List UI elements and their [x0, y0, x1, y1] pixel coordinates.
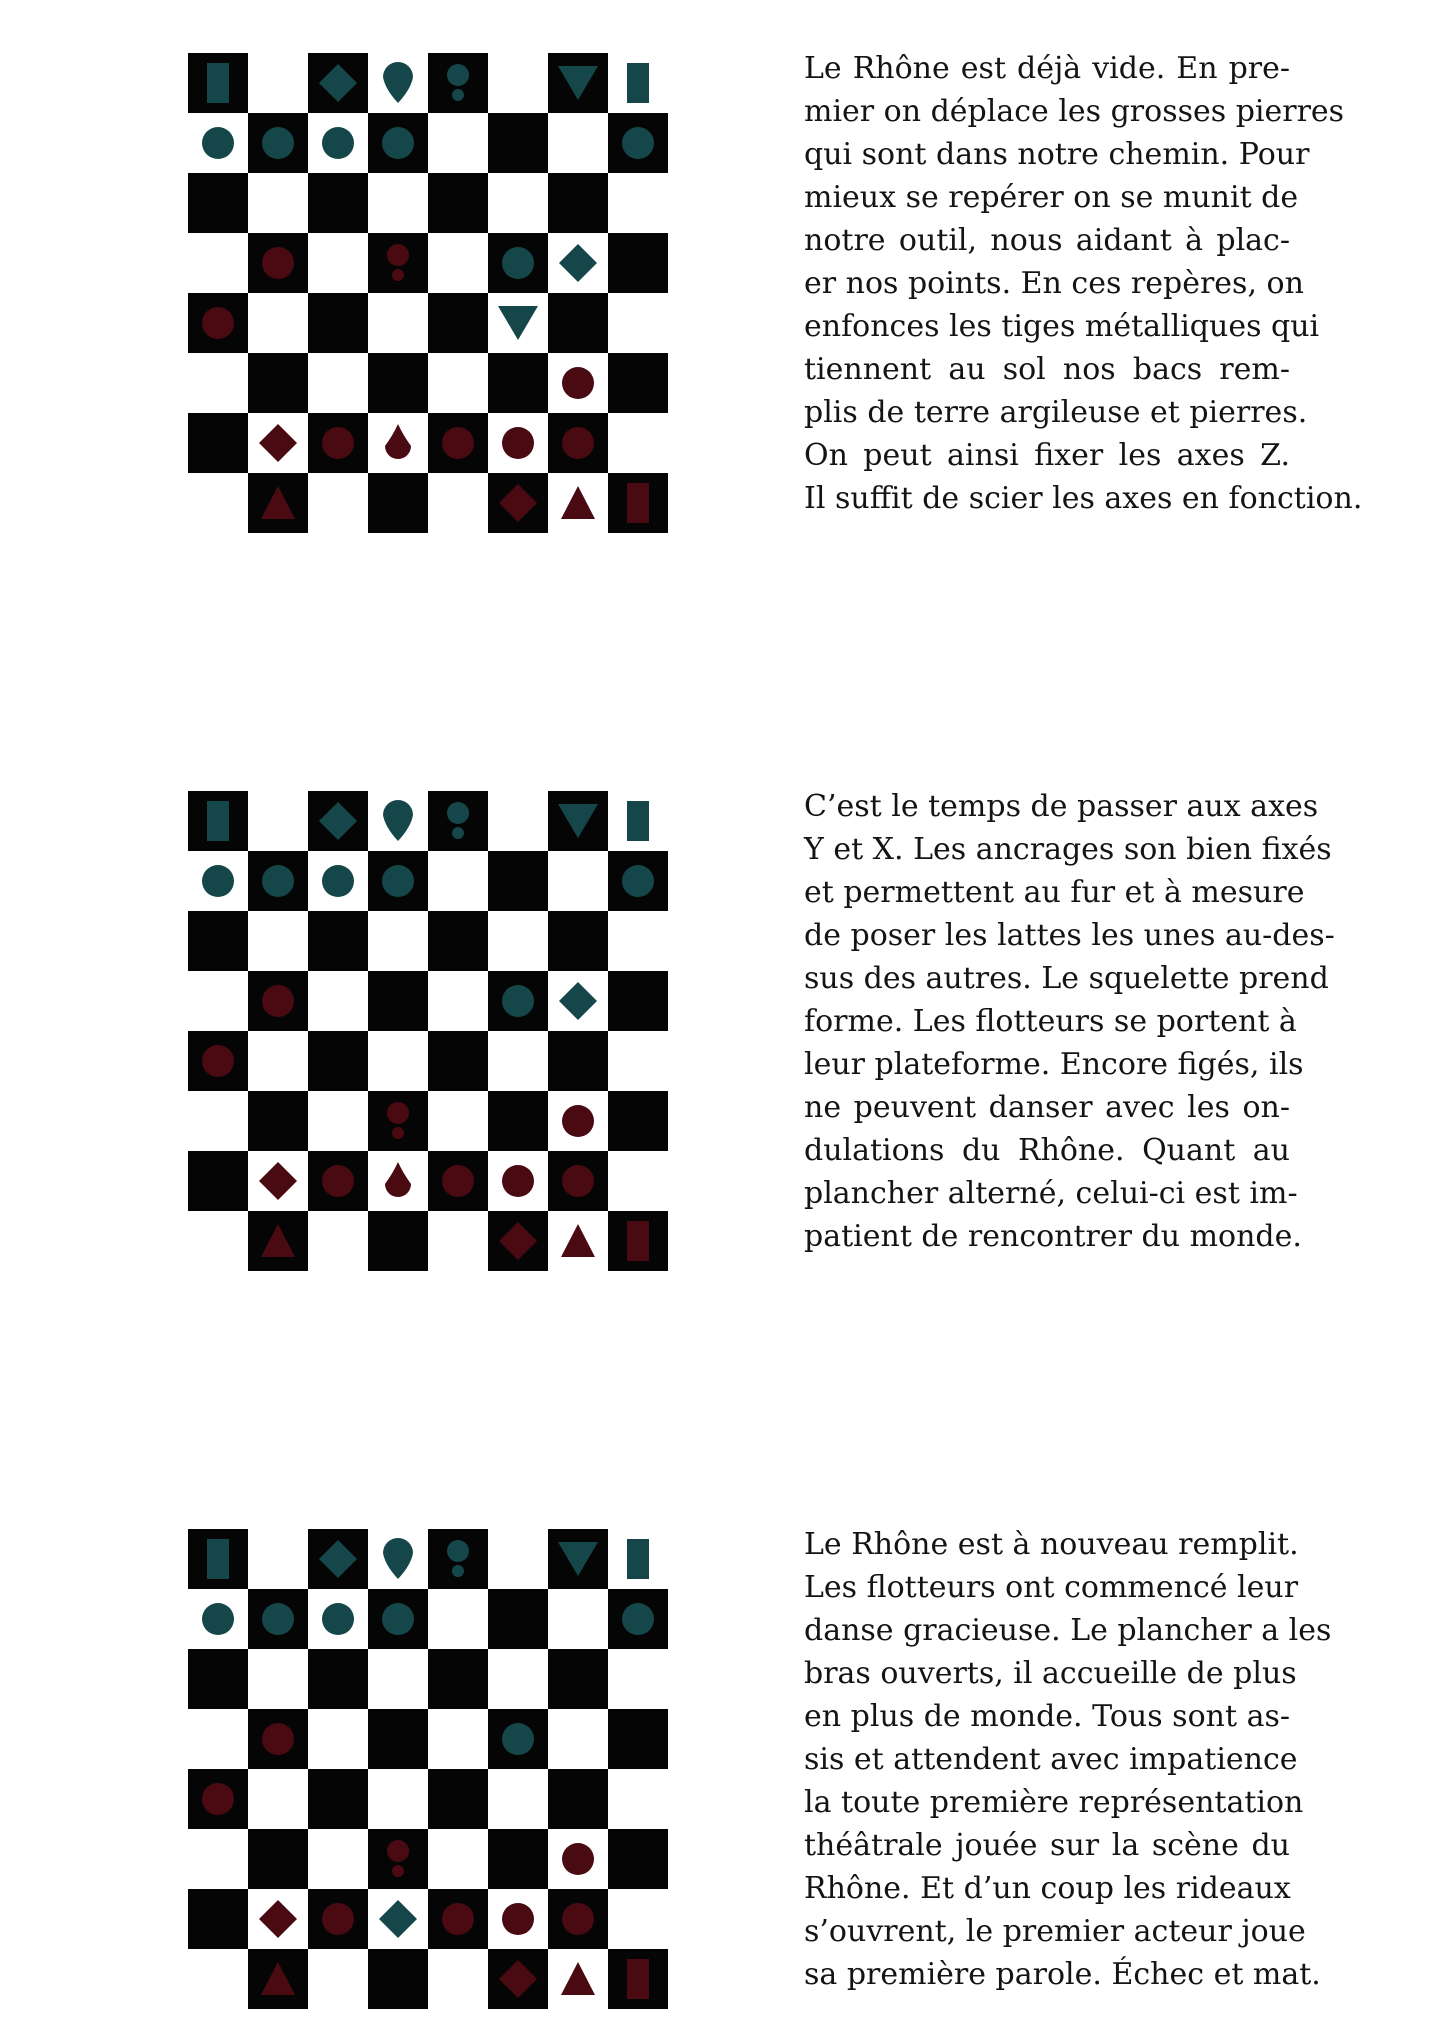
board-square — [188, 413, 248, 473]
paragraph-line: Y et X. Les ancrages son bien fixés — [804, 832, 1332, 867]
board-square — [608, 1829, 668, 1889]
paragraph-line: Les flotteurs ont commencé leur — [804, 1570, 1299, 1605]
paragraph-line: sis et attendent avec impatience — [804, 1742, 1298, 1777]
chess-board-svg-1 — [188, 53, 668, 533]
board-square — [368, 1709, 428, 1769]
paragraph-2 — [804, 785, 1335, 1258]
teal-circle-piece — [262, 1603, 294, 1635]
board-square — [608, 1091, 668, 1151]
maroon-drop-piece — [385, 424, 411, 459]
maroon-circle-piece — [502, 1165, 534, 1197]
maroon-circle-piece — [562, 427, 594, 459]
teal-rect-piece — [627, 801, 649, 841]
maroon-tri-up-piece — [561, 486, 595, 519]
teal-diamond-piece — [379, 1900, 417, 1938]
teal-circle-piece — [322, 1603, 354, 1635]
board-square — [548, 1031, 608, 1091]
chess-board-2 — [188, 791, 668, 1271]
teal-circle-piece — [202, 865, 234, 897]
maroon-circle-piece — [322, 427, 354, 459]
paragraph-line: plis de terre argileuse et pierres. — [804, 395, 1308, 430]
board-square — [188, 1151, 248, 1211]
paragraph-line: ne peuvent danser avec les on- — [804, 1090, 1290, 1125]
paragraph-line: er nos points. En ces repères, on — [804, 266, 1304, 301]
paragraph-line: leur plateforme. Encore figés, ils — [804, 1047, 1304, 1082]
board-square — [548, 1769, 608, 1829]
board-square — [308, 1031, 368, 1091]
maroon-diamond-piece — [259, 1162, 297, 1200]
paragraph-line: Le Rhône est à nouveau remplit. — [804, 1527, 1299, 1562]
board-square — [308, 1769, 368, 1829]
maroon-diamond-piece — [259, 1900, 297, 1938]
board-square — [308, 293, 368, 353]
paragraph-line: Rhône. Et d’un coup les rideaux — [804, 1871, 1291, 1906]
teal-rect-piece — [627, 63, 649, 103]
paragraph-line: et permettent au fur et à mesure — [804, 875, 1305, 910]
board-square — [548, 911, 608, 971]
maroon-diamond-piece — [259, 424, 297, 462]
board-square — [428, 293, 488, 353]
teal-circle-piece — [502, 247, 534, 279]
board-square — [608, 233, 668, 293]
board-square — [368, 971, 428, 1031]
maroon-drop-piece — [385, 1162, 411, 1197]
maroon-circle-piece — [262, 1723, 294, 1755]
maroon-circle-piece — [562, 1843, 594, 1875]
board-square — [188, 1649, 248, 1709]
board-square — [608, 1709, 668, 1769]
teal-rect-piece — [207, 801, 229, 841]
paragraph-line: patient de rencontrer du monde. — [804, 1219, 1302, 1254]
board-square — [368, 473, 428, 533]
teal-circle-piece — [502, 985, 534, 1017]
board-square — [428, 1031, 488, 1091]
board-square — [248, 1091, 308, 1151]
maroon-tri-up-piece — [561, 1224, 595, 1257]
board-square — [548, 293, 608, 353]
maroon-rect-piece — [627, 1959, 649, 1999]
teal-circle-piece — [262, 865, 294, 897]
chess-board-svg-2 — [188, 791, 668, 1271]
teal-pin-piece — [383, 1538, 413, 1579]
paragraph-line: de poser les lattes les unes au-des- — [804, 918, 1335, 953]
teal-pin-piece — [383, 62, 413, 103]
board-square — [188, 911, 248, 971]
maroon-circle-piece — [202, 307, 234, 339]
maroon-circle-piece — [322, 1903, 354, 1935]
maroon-circle-piece — [262, 247, 294, 279]
teal-circle-piece — [262, 127, 294, 159]
board-square — [608, 971, 668, 1031]
maroon-circle-piece — [322, 1165, 354, 1197]
teal-tri-down-piece — [498, 306, 538, 340]
board-square — [308, 173, 368, 233]
paragraph-line: théâtrale jouée sur la scène du — [804, 1828, 1290, 1863]
board-square — [488, 1589, 548, 1649]
maroon-rect-piece — [627, 1221, 649, 1261]
paragraph-line: On peut ainsi fixer les axes Z. — [804, 438, 1290, 473]
board-square — [308, 1649, 368, 1709]
board-square — [488, 1091, 548, 1151]
maroon-circle-piece — [562, 367, 594, 399]
teal-circle-piece — [622, 1603, 654, 1635]
maroon-circle-piece — [202, 1783, 234, 1815]
teal-diamond-piece — [559, 244, 597, 282]
maroon-circle-piece — [562, 1903, 594, 1935]
paragraph-line: enfonces les tiges métalliques qui — [804, 309, 1320, 344]
teal-circle-piece — [502, 1723, 534, 1755]
board-square — [428, 911, 488, 971]
board-square — [428, 1649, 488, 1709]
paragraph-line: mier on déplace les grosses pierres — [804, 94, 1345, 129]
board-square — [188, 1889, 248, 1949]
paragraph-line: Il suffit de scier les axes en fonction. — [804, 481, 1363, 516]
board-square — [428, 1769, 488, 1829]
maroon-circle-piece — [262, 985, 294, 1017]
maroon-circle-piece — [442, 427, 474, 459]
maroon-rect-piece — [627, 483, 649, 523]
maroon-tri-up-piece — [561, 1962, 595, 1995]
paragraph-line: en plus de monde. Tous sont as- — [804, 1699, 1290, 1734]
paragraph-line: Le Rhône est déjà vide. En pre- — [804, 51, 1290, 86]
teal-circle-piece — [322, 865, 354, 897]
teal-circle-piece — [382, 127, 414, 159]
board-square — [488, 353, 548, 413]
teal-pin-piece — [383, 800, 413, 841]
teal-circle-piece — [622, 865, 654, 897]
maroon-circle-piece — [562, 1105, 594, 1137]
board-square — [608, 353, 668, 413]
teal-circle-piece — [382, 1603, 414, 1635]
paragraph-line: dulations du Rhône. Quant au — [804, 1133, 1290, 1168]
paragraph-line: la toute première représentation — [804, 1785, 1304, 1820]
maroon-circle-piece — [562, 1165, 594, 1197]
board-square — [428, 173, 488, 233]
paragraph-line: sus des autres. Le squelette prend — [804, 961, 1329, 996]
teal-rect-piece — [207, 63, 229, 103]
teal-circle-piece — [622, 127, 654, 159]
board-square — [548, 1649, 608, 1709]
paragraph-line: plancher alterné, celui-ci est im- — [804, 1176, 1298, 1211]
board-square — [248, 353, 308, 413]
board-square — [488, 113, 548, 173]
board-square — [368, 353, 428, 413]
teal-circle-piece — [202, 127, 234, 159]
teal-rect-piece — [207, 1539, 229, 1579]
teal-circle-piece — [322, 127, 354, 159]
board-square — [368, 1949, 428, 2009]
chess-board-svg-3 — [188, 1529, 668, 2009]
chess-board-3 — [188, 1529, 668, 2009]
paragraph-line: sa première parole. Échec et mat. — [804, 1957, 1321, 1992]
paragraph-3 — [804, 1523, 1332, 1996]
paragraph-line: danse gracieuse. Le plancher a les — [804, 1613, 1332, 1648]
board-square — [488, 851, 548, 911]
teal-diamond-piece — [559, 982, 597, 1020]
maroon-circle-piece — [502, 1903, 534, 1935]
maroon-circle-piece — [442, 1165, 474, 1197]
teal-circle-piece — [202, 1603, 234, 1635]
board-square — [488, 1829, 548, 1889]
chess-board-1 — [188, 53, 668, 533]
paragraph-line: C’est le temps de passer aux axes — [804, 789, 1319, 824]
paragraph-line: forme. Les flotteurs se portent à — [804, 1004, 1297, 1039]
board-square — [248, 1829, 308, 1889]
paragraph-line: mieux se repérer on se munit de — [804, 180, 1299, 215]
maroon-circle-piece — [502, 427, 534, 459]
paragraph-line: notre outil, nous aidant à plac- — [804, 223, 1290, 258]
board-square — [548, 173, 608, 233]
paragraph-1 — [804, 47, 1363, 520]
paragraph-line: qui sont dans notre chemin. Pour — [804, 137, 1310, 172]
paragraph-line: bras ouverts, il accueille de plus — [804, 1656, 1297, 1691]
paragraph-line: s’ouvrent, le premier acteur joue — [804, 1914, 1306, 1949]
teal-rect-piece — [627, 1539, 649, 1579]
maroon-circle-piece — [442, 1903, 474, 1935]
board-square — [188, 173, 248, 233]
paragraph-line: tiennent au sol nos bacs rem- — [804, 352, 1290, 387]
board-square — [308, 911, 368, 971]
maroon-circle-piece — [202, 1045, 234, 1077]
board-square — [368, 1211, 428, 1271]
teal-circle-piece — [382, 865, 414, 897]
